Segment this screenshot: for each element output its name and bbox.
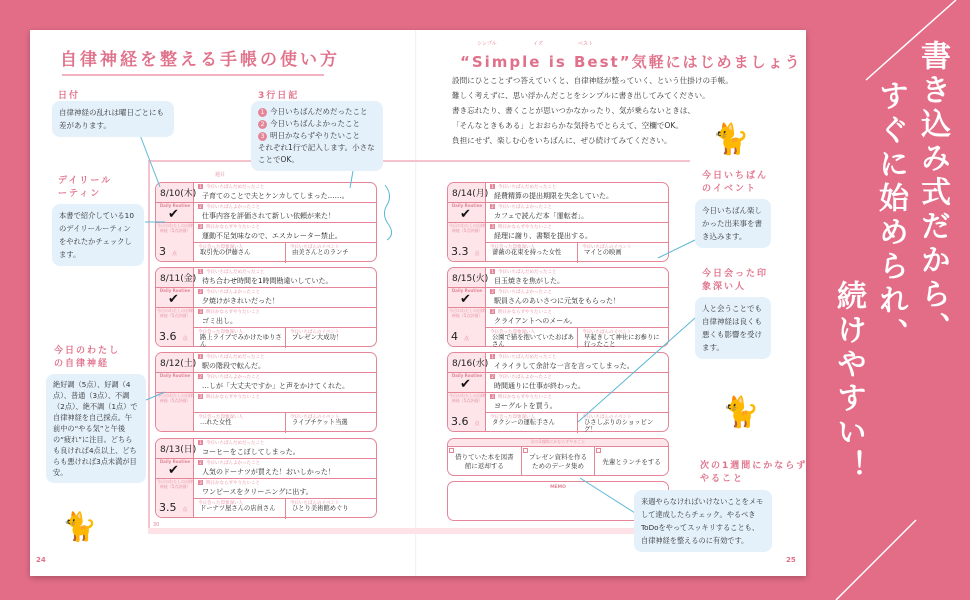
entry-date: 8/15(火) (452, 274, 489, 284)
routine-check-icon: ✔ (168, 207, 179, 222)
row-label: 今日いちばんのイベント (290, 501, 340, 506)
number-badge: 3 (258, 132, 267, 141)
entry-event-text: 由美さんとのランチ (292, 249, 349, 256)
score-suffix: 点 (182, 336, 188, 342)
row-number: 1 (199, 354, 202, 359)
callout-diary (251, 101, 383, 171)
row-label: 今日いちばんのイベント (290, 330, 340, 335)
row-label: 今日いちばんのイベント (582, 415, 632, 420)
banner-line-2: すぐに始められ、 (873, 80, 908, 352)
row-label: 今日いちばんのイベント (582, 245, 632, 250)
daily-routine-label: Daily Routine (451, 373, 483, 378)
entry-good-text: …しが「大丈夫ですか」と声をかけてくれた。 (202, 382, 349, 390)
row-number: 2 (199, 460, 202, 465)
daily-routine-label: Daily Routine (451, 203, 483, 208)
row-number: 2 (199, 374, 202, 379)
entry-tomorrow-text: 運動不足気味なので、エスカレーター禁止。 (202, 232, 342, 240)
row-number: 3 (491, 224, 494, 229)
entry-person-text: 公園で猫を抱いていたおばあさん (492, 334, 574, 348)
row-label-text: 明日かならずやりたいこと (206, 310, 260, 315)
nerve-score: 3.5 点 (159, 501, 188, 514)
todo-text: 借りていた本を図書館に返却する (455, 453, 514, 470)
entry-person-text: ドーナツ屋さんの店員さん (200, 505, 276, 512)
todo-heading: 次の1週間にかならずやること (448, 439, 668, 447)
entry-good-text: 仕事内容を評価されて新しい依頼が来た！ (202, 212, 335, 220)
entry-date: 8/12(土) (160, 359, 197, 369)
row-label-text: 明日かならずやりたいこと (206, 481, 260, 486)
row-number: 2 (199, 204, 202, 209)
row-label: 今日いちばんのイベント (290, 245, 340, 250)
ruby-is: イズ (533, 41, 543, 47)
score-suffix: 点 (474, 251, 480, 257)
routine-check-icon: ✔ (460, 207, 471, 222)
arrow-person (578, 318, 695, 422)
nerve-score-label: 今日のわたしの自律神経（5点評価） (449, 393, 485, 403)
entry-good-text: 駅員さんのあいさつに元気をもらった！ (494, 297, 620, 305)
row-label: 今日会った印象深い人 (198, 330, 243, 335)
number-badge: 2 (258, 120, 267, 129)
banner-line-3: 続けやすい！ (831, 280, 866, 484)
daily-routine-label: Daily Routine (451, 288, 483, 293)
page-number-right: 25 (786, 556, 796, 564)
row-label-text: 今日いちばんだめだったこと (206, 270, 265, 275)
entry-date: 8/11(金) (160, 274, 197, 284)
row-label: 今日会った印象深い人 (490, 330, 535, 335)
intro-line: 設問にひとことずつ答えていくと、自律神経が整っていく、という仕掛けの手帳。 (452, 76, 733, 85)
routine-check-icon: ✔ (460, 377, 471, 392)
callout-todo-heading: 次の1週間にかならずやること (700, 461, 808, 484)
entry-date: 8/16(水) (452, 359, 489, 369)
row-label-text: 今日いちばんよかったこと (206, 290, 260, 295)
diary-item-label: 明日かならずやりたいこと (270, 131, 360, 140)
callout-routine-heading: デイリールーティン (58, 176, 113, 199)
nerve-score: 4 点 (451, 330, 470, 343)
row-number: 1 (199, 269, 202, 274)
entry-bad-text: 子育てのことで夫とケンカしてしまった……。 (202, 192, 349, 200)
arrow-nerve (146, 392, 165, 400)
page-number-left: 24 (36, 556, 46, 564)
routine-check-icon: ✔ (168, 292, 179, 307)
callout-date-heading: 日付 (58, 91, 81, 101)
memo-label: MEMO (550, 485, 566, 490)
row-label-text: 今日いちばんだめだったこと (206, 441, 265, 446)
row-label-text: 明日かならずやりたいこと (206, 225, 260, 230)
entry-tomorrow-text: ヨーグルトを買う。 (494, 402, 557, 410)
intro-line: 難しく考えずに、思い浮かんだことをシンプルに書き出してみてください。 (452, 91, 710, 100)
nerve-score-label: 今日のわたしの自律神経（5点評価） (449, 308, 485, 318)
ruby-simple: シンプル (477, 41, 497, 47)
entry-good-text: 夕焼けがきれいだった！ (202, 297, 279, 305)
row-label-text: 今日いちばんだめだったこと (498, 355, 557, 360)
ruby-best: ベスト (578, 41, 594, 47)
callout-diary-heading: 3行日記 (258, 91, 300, 101)
entry-good-text: カフェで読んだ本「運転者」。 (494, 212, 589, 220)
entry-event-text: ひさしぶりのショッピング！ (584, 419, 654, 433)
entry-event-text: ライブチケット当選 (292, 419, 348, 426)
row-label-text: 今日いちばんだめだったこと (498, 270, 557, 275)
entry-bad-text: 経費精算の提出期限を失念していた。 (494, 192, 613, 200)
row-number: 2 (491, 374, 494, 379)
row-label-text: 明日かならずやりたいこと (498, 395, 552, 400)
row-number: 3 (491, 309, 494, 314)
entry-date: 8/10(木) (160, 189, 197, 199)
diary-note: それぞれ1行で記入します。小さなことでOK。 (258, 143, 375, 164)
todo-text: 先輩とランチをする (602, 457, 661, 466)
row-label-text: 明日かならずやりたいこと (206, 395, 260, 400)
intro-line: 負担にせず、楽しむ心をいちばんに、ぜひ続けてみてください。 (452, 136, 672, 145)
row-label-text: 明日かならずやりたいこと (498, 225, 552, 230)
banner-line-1: 書き込み式だから、 (915, 40, 950, 346)
row-label: 今日会った印象深い人 (198, 415, 243, 420)
row-label: 今日いちばんのイベント (290, 415, 340, 420)
row-label-text: 明日かならずやりたいこと (498, 310, 552, 315)
diary-item (258, 118, 376, 130)
callout-person: 人と会うことでも自律神経は良くも悪くも影響を受けます。 (695, 297, 771, 359)
entry-person-text: 路上ライブでみかけたゆりさん (200, 334, 282, 348)
entry-tomorrow-text: ワンピースをクリーニングに出す。 (202, 488, 313, 496)
callout-date: 自律神経の乱れは曜日ごとにも差があります。 (52, 101, 174, 137)
row-label-text: 今日いちばんよかったこと (206, 205, 260, 210)
daily-routine-label: Daily Routine (159, 373, 191, 378)
row-number: 1 (491, 354, 494, 359)
callout-event-heading: 今日いちばんのイベント (702, 171, 769, 194)
entry-person-text: 取引先の伊藤さん (200, 249, 251, 256)
entry-event-text: マイとの映画 (584, 249, 622, 256)
entry-person-text: 薔薇の花束を持った女性 (492, 249, 562, 256)
entry-date: 8/13(日) (160, 445, 197, 455)
row-label: 今日いちばんのイベント (582, 330, 632, 335)
entry-tomorrow-text: 経理に謝り、書類を提出する。 (494, 232, 592, 240)
row-number: 2 (491, 204, 494, 209)
daily-routine-label: Daily Routine (159, 288, 191, 293)
entry-person-text: …れた女性 (200, 419, 232, 426)
entry-bad-text: コーヒーをこぼしてしまった。 (202, 448, 300, 456)
entry-bad-text: イライラして余計な一言を言ってしまった。 (494, 362, 634, 370)
row-label-text: 今日いちばんよかったこと (206, 375, 260, 380)
entry-event-text: ひとり美術館めぐり (292, 505, 349, 512)
entry-good-text: 人気のドーナツが買えた！おいしかった！ (202, 468, 335, 476)
entry-bad-text: 駅の階段で転んだ。 (202, 362, 265, 370)
row-label-text: 今日いちばんよかったこと (498, 205, 552, 210)
inner-page-number: 30 (153, 522, 160, 528)
cat-illustration-lying: 🐈 (712, 122, 750, 157)
entry-good-text: 時間通りに仕事が終わった。 (494, 382, 585, 390)
routine-check-icon: ✔ (168, 463, 179, 478)
row-number: 3 (199, 224, 202, 229)
row-label-text: 今日いちばんだめだったこと (498, 185, 557, 190)
row-label-text: 今日いちばんよかったこと (498, 375, 552, 380)
callout-event: 今日いちばん楽しかった出来事を書き込みます。 (695, 199, 771, 248)
nerve-score: 3 点 (159, 245, 178, 258)
entry-tomorrow-text: ゴミ出し。 (202, 317, 237, 325)
row-number: 3 (491, 394, 494, 399)
entry-tomorrow-text: クライアントへのメール。 (494, 317, 577, 325)
row-label-text: 今日いちばんだめだったこと (206, 355, 265, 360)
entry-bad-text: 待ち合わせ時間を1時間勘違いしていた。 (202, 277, 333, 285)
week-label: 週目 (215, 172, 226, 178)
nerve-score-label: 今日のわたしの自律神経（5点評価） (157, 308, 193, 318)
nerve-score: 3.3 点 (451, 245, 480, 258)
entry-bad-text: 目玉焼きを焦がした。 (494, 277, 564, 285)
nerve-score-label: 今日のわたしの自律神経（5点評価） (449, 223, 485, 233)
score-suffix: 点 (182, 507, 188, 513)
nerve-score-label: 今日のわたしの自律神経（5点評価） (157, 479, 193, 489)
left-page-title: 自律神経を整える手帳の使い方 (60, 50, 340, 70)
callout-person-heading: 今日会った印象深い人 (702, 269, 769, 292)
row-number: 3 (199, 480, 202, 485)
arrow-date (140, 135, 160, 187)
diary-item-label: 今日いちばんだめだったこと (270, 107, 368, 116)
entry-event-text: 早起きして神社にお参りに行ったこと (584, 334, 660, 348)
nerve-score-label: 今日のわたしの自律神経（5点評価） (157, 393, 193, 403)
daily-routine-label: Daily Routine (159, 459, 191, 464)
callout-nerve: 絶好調（5点）、好調（4点）、普通（3点）、不調（2点）、絶不調（1点）で自律神経を自己採点。午前中の“やる気”と午後の“疲れ”に注目。どちらも良ければ4点以上、どちらも悪ければ3点未満が目安。 (46, 374, 146, 483)
row-label: 今日会った印象深い人 (490, 415, 535, 420)
nerve-score-label: 今日のわたしの自律神経（5点評価） (157, 223, 193, 233)
row-number: 1 (491, 269, 494, 274)
row-label: 今日会った印象深い人 (490, 245, 535, 250)
entry-event-text: プレゼン大成功！ (292, 334, 343, 341)
row-label-text: 今日いちばんよかったこと (206, 461, 260, 466)
daily-routine-label: Daily Routine (159, 203, 191, 208)
row-number: 3 (199, 394, 202, 399)
score-suffix: 点 (474, 421, 480, 427)
row-number: 2 (491, 289, 494, 294)
routine-check-icon: ✔ (460, 292, 471, 307)
entry-date: 8/14(月) (452, 189, 489, 199)
row-label-text: 今日いちばんだめだったこと (206, 185, 265, 190)
row-number: 1 (199, 440, 202, 445)
intro-line: 書き忘れたり、書くことが思いつかなかったり、気が乗らないときは、 (452, 106, 695, 115)
entry-person-text: タクシーの運転手さん (492, 419, 555, 426)
nerve-score: 3.6 点 (159, 330, 188, 343)
callout-nerve-heading: 今日のわたしの自律神経 (54, 346, 121, 369)
arrow-diary (350, 171, 392, 240)
right-page-title: “Simple is Best”気軽にはじめましょう (460, 53, 802, 71)
score-suffix: 点 (464, 336, 470, 342)
intro-line: 「そんなときもある」とおおらかな気持ちでとらえて、空欄でOK。 (452, 121, 683, 130)
diary-item (258, 106, 376, 118)
score-suffix: 点 (172, 251, 178, 257)
row-number: 1 (199, 184, 202, 189)
row-label: 今日会った印象深い人 (198, 501, 243, 506)
row-label: 今日会った印象深い人 (198, 245, 243, 250)
diary-item (258, 130, 376, 142)
callout-routine: 本書で紹介している10のデイリールーティンをやれたかチェックします。 (52, 204, 144, 266)
row-number: 1 (491, 184, 494, 189)
nerve-score: 3.6 点 (451, 415, 480, 428)
todo-text: プレゼン資料を作るためのデータ集め (528, 453, 588, 470)
row-number: 2 (199, 289, 202, 294)
number-badge: 1 (258, 108, 267, 117)
arrow-todo (580, 478, 635, 513)
arrow-event (658, 240, 695, 258)
diary-item-label: 今日いちばんよかったこと (270, 119, 360, 128)
callout-todo: 来週やらなければいけないことをメモして達成したらチェック。やるべきToDoをやってスッキリすることも、自律神経を整えるのに有効です。 (634, 490, 772, 552)
row-label-text: 今日いちばんよかったこと (498, 290, 552, 295)
row-number: 3 (199, 309, 202, 314)
cat-illustration-sitting: 🐈 (62, 510, 97, 543)
cat-illustration-waving: 🐈 (722, 395, 760, 430)
